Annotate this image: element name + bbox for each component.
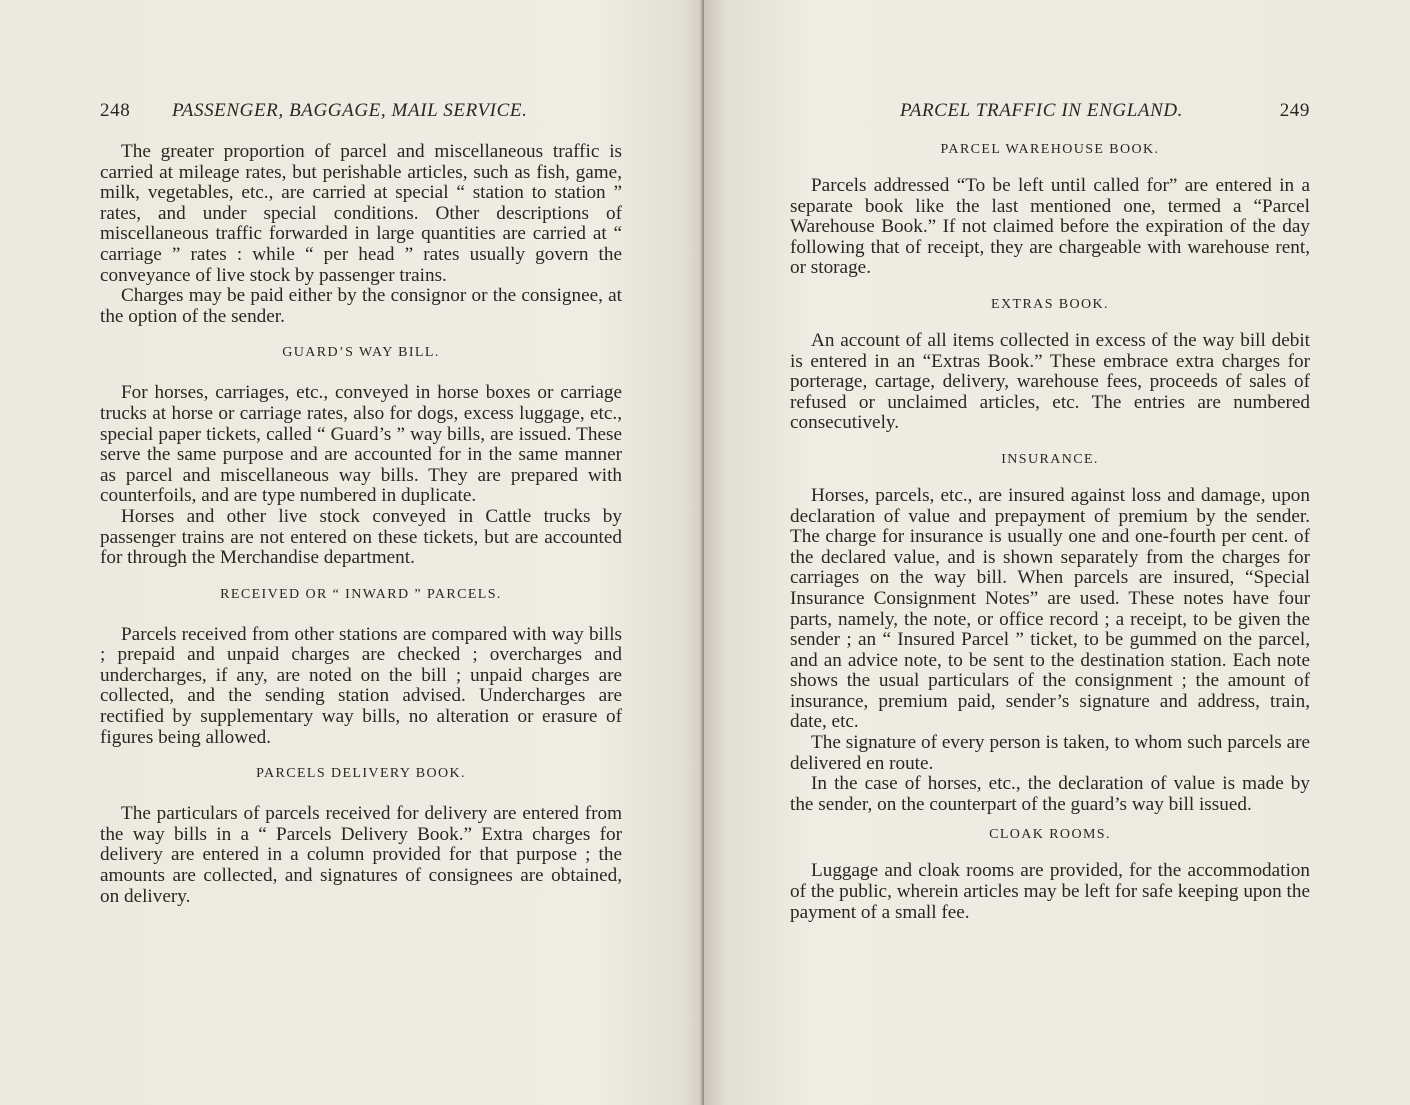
section-heading-extras-book: EXTRAS BOOK. [991,296,1109,312]
paragraph: The signature of every person is taken, to whom such parcels are delivered en route. [790,732,1310,774]
left-page-number: 248 [100,100,131,121]
paragraph: For horses, carriages, etc., conveyed in horse boxes or carriage trucks at horse or carriage rates, also for dogs, excess luggage, etc., special paper tickets, called “ Guard’s ” way bills, are issued. These serve the same purpose and are accounted for in the same manner as parcel and miscellaneous way bills. They are prepared with counterfoils, and are type numbered in duplicate. [100,382,622,507]
left-running-head: PASSENGER, BAGGAGE, MAIL SERVICE. [172,100,528,121]
section-heading-parcel-warehouse-book: PARCEL WAREHOUSE BOOK. [940,142,1160,157]
paragraph: An account of all items collected in excess of the way bill debit is entered in an “Extras Book.” These embrace extra charges for porterage, cartage, delivery, warehouse fees, proceeds of sales of refused or unclaimed articles, etc. The entries are numbered consecutively. [790,329,1310,434]
section-heading-received-parcels: RECEIVED OR “ INWARD ” PARCELS. [220,586,502,602]
section-heading-parcels-delivery-book: PARCELS DELIVERY BOOK. [256,766,466,782]
section-heading-insurance: INSURANCE. [1001,451,1099,467]
paragraph: Horses and other live stock conveyed in Cattle trucks by passenger trains are not entered on these tickets, but are accounted for through the Merchandise department. [100,505,622,569]
paragraph: Luggage and cloak rooms are provided, for the accommodation of the public, wherein articles may be left for safe keeping upon the payment of a small fee. [790,860,1310,923]
paragraph: The greater proportion of parcel and miscellaneous traffic is carried at mileage rates, but perishable articles, such as fish, game, milk, vegetables, etc., are carried at special “ station to station ” rates, and under special conditions. Other descriptions of miscellaneous traffic forwarded in large quantities are carried at “ carriage ” rates : while “ per head ” rates usually govern the conveyance of live stock by passenger trains. [100,141,622,286]
right-text-column [790,142,1310,923]
section-heading-cloak-rooms: CLOAK ROOMS. [989,827,1111,843]
section-heading-guards-way-bill: GUARD’S WAY BILL. [282,345,440,361]
right-page [704,0,1410,1105]
paragraph: Parcels addressed “To be left until called for” are entered in a separate book like the last mentioned one, termed a “Parcel Warehouse Book.” If not claimed before the expiration of the day following that of receipt, they are chargeable with warehouse rent, or storage. [790,175,1310,279]
right-running-head: PARCEL TRAFFIC IN ENGLAND. [900,100,1184,121]
paragraph: Horses, parcels, etc., are insured against loss and damage, upon declaration of value and prepayment of premium by the sender. The charge for insurance is usually one and one-fourth per cent. of the declared value, and is shown separately from the charges for carriages on the way bill. When parcels are insured, “Special Insurance Consignment Notes” are used. These notes have four parts, namely, the note, or office record ; a receipt, to be given the sender ; an “ Insured Parcel ” ticket, to be gummed on the parcel, and an advice note, to be sent to the destination station. Each note shows the usual particulars of the consignment ; the amount of insurance, premium paid, sender’s signature and address, train, date, etc. [790,484,1310,733]
left-page [0,0,704,1105]
left-running-header [100,100,622,124]
paragraph: The particulars of parcels received for delivery are entered from the way bills in a “ Parcels Delivery Book.” Extra charges for delivery are entered in a column provided for that purpose ; the amounts are collected, and signatures of consignees are obtained, on delivery. [100,803,622,907]
right-page-number: 249 [1279,100,1310,121]
paragraph: Charges may be paid either by the consignor or the consignee, at the option of the sender. [100,285,622,327]
left-text-column [100,142,622,907]
paragraph: Parcels received from other stations are compared with way bills ; prepaid and unpaid charges are checked ; overcharges and undercharges, if any, are noted on the bill ; unpaid charges are collected, and the sending station advised. Undercharges are rectified by supplementary way bills, no alteration or erasure of figures being allowed. [100,623,622,748]
right-running-header [790,100,1310,124]
paragraph: In the case of horses, etc., the declaration of value is made by the sender, on the counterpart of the guard’s way bill issued. [790,773,1310,815]
